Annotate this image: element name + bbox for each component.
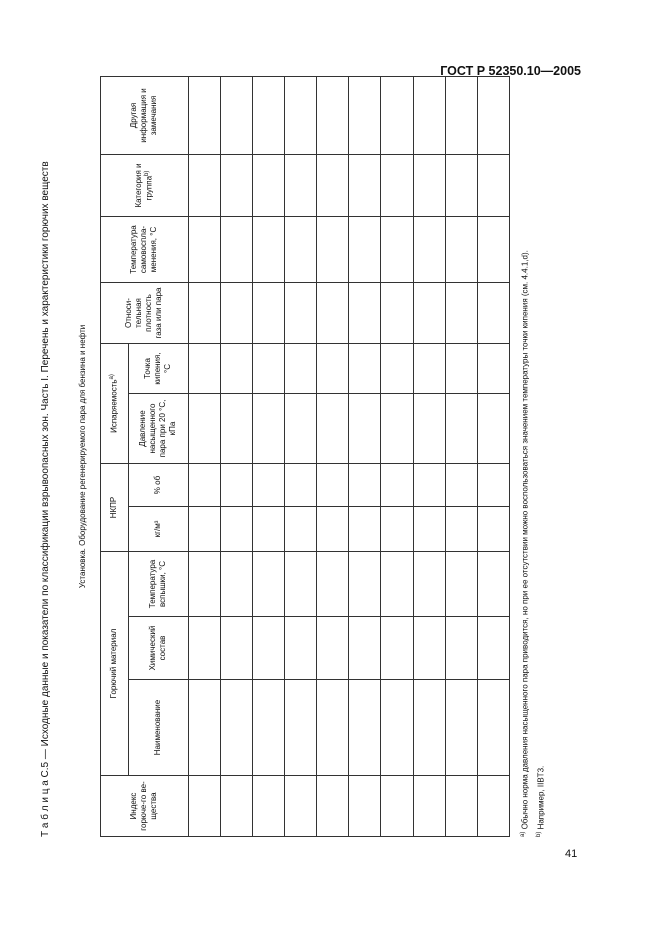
col-flammable-material: Горючий материал (101, 552, 129, 776)
table-cell (349, 507, 381, 552)
table-cell (381, 76, 413, 154)
table-row (381, 76, 413, 836)
table-cell (413, 552, 445, 617)
rotated-table-area (20, 88, 560, 837)
table-cell (252, 776, 284, 837)
table-cell (413, 155, 445, 217)
table-cell (349, 76, 381, 154)
table-cell (188, 155, 220, 217)
table-cell (220, 680, 252, 776)
table-cell (285, 776, 317, 837)
installation-label: Установка. Оборудование регенерируемого пара для бензина и нефти (66, 76, 101, 836)
col-flash-point: Температура вспышки, °C (128, 552, 188, 617)
table-cell (220, 344, 252, 394)
table-cell (477, 680, 509, 776)
table-cell (477, 464, 509, 507)
col-name: Наименование (128, 680, 188, 776)
col-lel-vol: % об (128, 464, 188, 507)
table-cell (285, 552, 317, 617)
table-cell (445, 776, 477, 837)
table-row (252, 76, 284, 836)
table-cell (220, 507, 252, 552)
table-cell (477, 552, 509, 617)
table-cell (477, 617, 509, 680)
table-cell (445, 507, 477, 552)
table-cell (381, 507, 413, 552)
table-cell (413, 680, 445, 776)
table-cell (188, 507, 220, 552)
table-cell (317, 617, 349, 680)
table-cell (445, 217, 477, 283)
table-cell (349, 776, 381, 837)
table-cell (252, 155, 284, 217)
table-cell (317, 552, 349, 617)
table-cell (445, 155, 477, 217)
table-cell (220, 155, 252, 217)
table-cell (220, 552, 252, 617)
table-cell (413, 776, 445, 837)
page-number: 41 (565, 848, 578, 860)
table-cell (285, 283, 317, 344)
table-cell (252, 617, 284, 680)
table-cell (349, 155, 381, 217)
col-lel-kg: кг/м³ (128, 507, 188, 552)
table-cell (381, 217, 413, 283)
table-cell (252, 344, 284, 394)
table-cell (317, 76, 349, 154)
table-cell (317, 680, 349, 776)
table-row (285, 76, 317, 836)
table-cell (477, 155, 509, 217)
table-caption (40, 97, 51, 837)
col-other: Другая информация и замечания (101, 76, 189, 154)
classification-table (66, 76, 510, 837)
table-cell (477, 76, 509, 154)
table-cell (445, 344, 477, 394)
caption-number: С.5 (40, 761, 51, 778)
table-cell (445, 394, 477, 464)
table-cell (413, 507, 445, 552)
table-cell (477, 344, 509, 394)
col-volatility: Испаряемость$^{a)}$ (101, 344, 129, 464)
table-cell (413, 76, 445, 154)
col-boiling-point: Точка кипения, °C (128, 344, 188, 394)
table-cell (445, 76, 477, 154)
table-cell (285, 217, 317, 283)
table-cell (349, 283, 381, 344)
table-cell (381, 464, 413, 507)
header-row-1 (101, 76, 129, 836)
table-cell (252, 464, 284, 507)
table-row (477, 76, 509, 836)
table-cell (349, 464, 381, 507)
table-cell (413, 283, 445, 344)
table-cell (188, 552, 220, 617)
table-cell (477, 217, 509, 283)
table-cell (413, 394, 445, 464)
table-row (349, 76, 381, 836)
table-cell (413, 344, 445, 394)
table-cell (188, 344, 220, 394)
table-cell (188, 76, 220, 154)
table-cell (220, 617, 252, 680)
table-cell (413, 464, 445, 507)
table-cell (220, 217, 252, 283)
caption-prefix: Т а б л и ц а (40, 780, 51, 837)
table-cell (188, 776, 220, 837)
table-cell (381, 680, 413, 776)
table-cell (317, 155, 349, 217)
table-cell (285, 76, 317, 154)
table-cell (285, 344, 317, 394)
table-cell (381, 283, 413, 344)
table-cell (349, 344, 381, 394)
table-row (413, 76, 445, 836)
document-code: ГОСТ Р 52350.10—2005 (440, 64, 581, 78)
table-cell (252, 507, 284, 552)
table-cell (252, 680, 284, 776)
table-cell (220, 776, 252, 837)
table-cell (252, 217, 284, 283)
table-cell (285, 507, 317, 552)
table-cell (381, 394, 413, 464)
table-row (445, 76, 477, 836)
col-autoignition: Температура самовоспла-менения, °C (101, 217, 189, 283)
table-cell (252, 76, 284, 154)
table-cell (285, 680, 317, 776)
table-cell (317, 776, 349, 837)
table-cell (445, 464, 477, 507)
table-cell (220, 283, 252, 344)
table-cell (252, 283, 284, 344)
table-cell (220, 394, 252, 464)
table-cell (445, 617, 477, 680)
table-body (188, 76, 509, 836)
table-cell (445, 552, 477, 617)
table-cell (220, 76, 252, 154)
table-row (188, 76, 220, 836)
table-cell (477, 776, 509, 837)
table-cell (317, 507, 349, 552)
footnote-b: $^{b)}$ Например, IIBT3. (536, 765, 546, 837)
col-lel: НКПР (101, 464, 129, 552)
table-cell (349, 680, 381, 776)
table-cell (381, 155, 413, 217)
table-cell (252, 394, 284, 464)
table-cell (317, 464, 349, 507)
table-cell (445, 680, 477, 776)
table-cell (317, 217, 349, 283)
table-cell (252, 552, 284, 617)
table-cell (445, 283, 477, 344)
table-cell (349, 394, 381, 464)
table-cell (188, 283, 220, 344)
table-cell (188, 394, 220, 464)
col-relative-density: Относи-тельная плотность газа или пара (101, 283, 189, 344)
table-cell (477, 507, 509, 552)
col-index: Индекс горюче-го ве-щества (101, 776, 189, 837)
table-cell (413, 617, 445, 680)
table-cell (188, 617, 220, 680)
table-cell (381, 344, 413, 394)
table-cell (477, 283, 509, 344)
table-cell (285, 394, 317, 464)
table-cell (349, 217, 381, 283)
footnote-a: $^{a)}$ Обычно норма давления насыщенного пара приводится, но при ее отсутствии можно воспользоваться значением температуры точки кипения (см. 4.4.1,d). (520, 250, 530, 837)
installation-row (66, 76, 101, 836)
table-cell (285, 155, 317, 217)
table-cell (188, 217, 220, 283)
table-cell (349, 617, 381, 680)
table-cell (381, 552, 413, 617)
table-row (220, 76, 252, 836)
col-composition: Химический состав (128, 617, 188, 680)
table-cell (413, 217, 445, 283)
table-cell (285, 617, 317, 680)
table-cell (317, 283, 349, 344)
table-cell (188, 680, 220, 776)
table-cell (317, 344, 349, 394)
col-category: Категория и группа$^{b)}$ (101, 155, 189, 217)
table-cell (477, 394, 509, 464)
table-cell (285, 464, 317, 507)
col-vapor-pressure: Давление насыщенного пара при 20 °C, кПа (128, 394, 188, 464)
caption-text: — Исходные данные и показатели по классификации взрывоопасных зон. Часть I. Перечень и характеристики горючих веществ (40, 161, 51, 760)
table-cell (188, 464, 220, 507)
table-cell (381, 617, 413, 680)
table-row (317, 76, 349, 836)
table-cell (317, 394, 349, 464)
table-cell (381, 776, 413, 837)
table-cell (220, 464, 252, 507)
table-cell (349, 552, 381, 617)
